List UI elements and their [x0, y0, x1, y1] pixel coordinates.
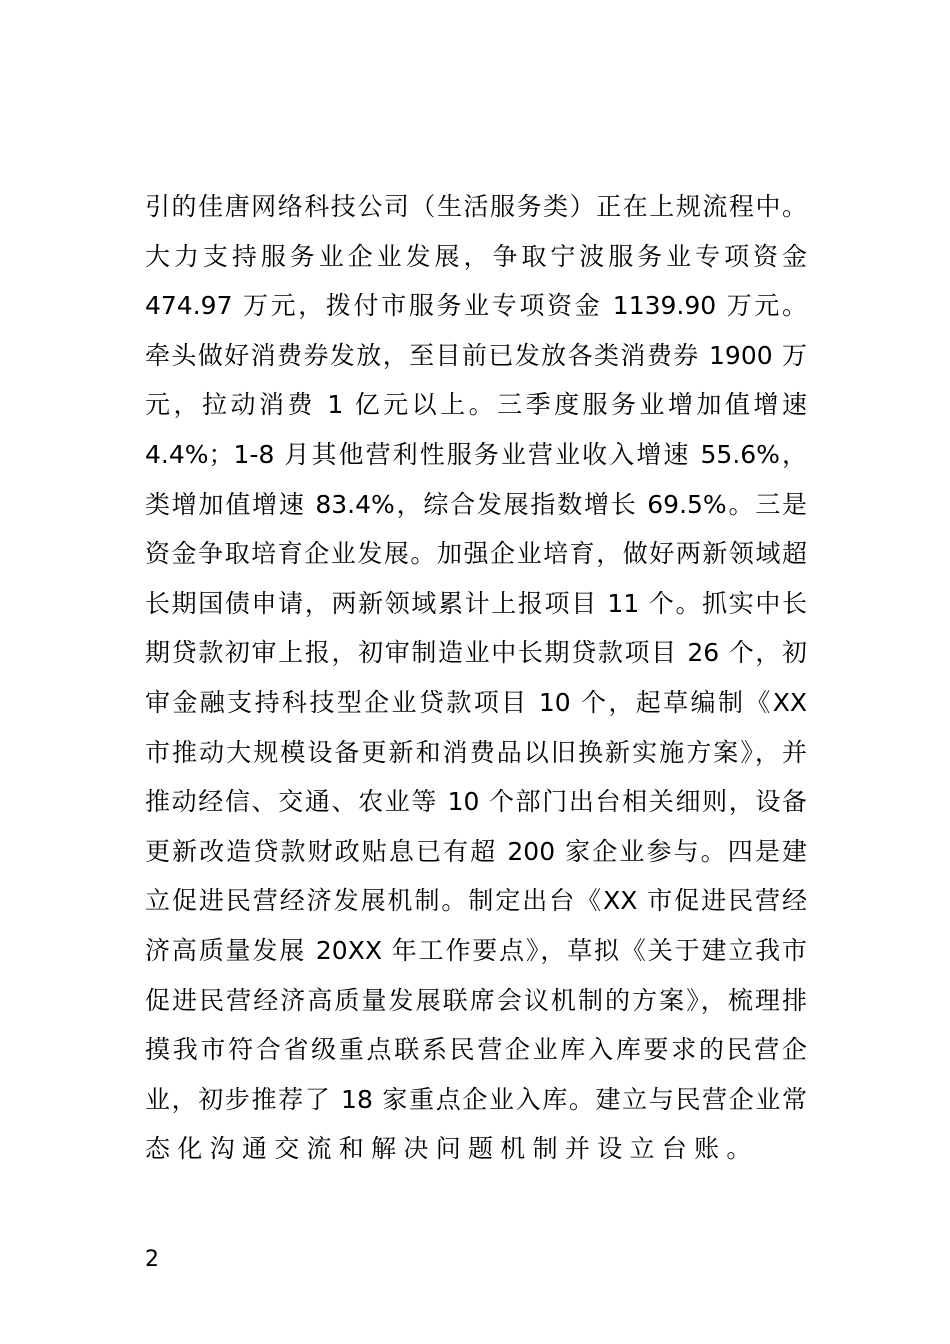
text-line: 期贷款初审上报，初审制造业中长期贷款项目 26 个，初 — [145, 638, 807, 668]
text-line: 长期国债申请，两新领域累计上报项目 11 个。抓实中长 — [145, 588, 807, 618]
text-line-last: 态化沟通交流和解决问题机制并设立台账。 — [145, 1134, 759, 1164]
text-line: 类增加值增速 83.4%，综合发展指数增长 69.5%。三是 — [145, 489, 807, 519]
text-line: 资金争取培育企业发展。加强企业培育，做好两新领域超 — [145, 539, 807, 569]
text-line: 业，初步推荐了 18 家重点企业入库。建立与民营企业常 — [145, 1084, 807, 1114]
text-line: 促进民营经济高质量发展联席会议机制的方案》，梳理排 — [145, 985, 807, 1015]
text-line: 济高质量发展 20XX 年工作要点》，草拟《关于建立我市 — [145, 935, 807, 965]
body-paragraph — [145, 182, 807, 1174]
text-line: 市推动大规模设备更新和消费品以旧换新实施方案》，并 — [145, 737, 807, 767]
text-line: 立促进民营经济发展机制。制定出台《XX 市促进民营经 — [145, 886, 807, 916]
text-line: 审金融支持科技型企业贷款项目 10 个，起草编制《XX — [145, 687, 807, 717]
text-line: 元，拉动消费 1 亿元以上。三季度服务业增加值增速 — [145, 390, 807, 420]
text-line: 引的佳唐网络科技公司（生活服务类）正在上规流程中。 — [145, 192, 807, 221]
text-line: 摸我市符合省级重点联系民营企业库入库要求的民营企 — [145, 1035, 807, 1065]
text-line: 大力支持服务业企业发展，争取宁波服务业专项资金 — [145, 241, 807, 271]
page-number: 2 — [145, 1247, 159, 1272]
text-line: 推动经信、交通、农业等 10 个部门出台相关细则，设备 — [145, 787, 807, 817]
text-line: 474.97 万元，拨付市服务业专项资金 1139.90 万元。 — [145, 291, 807, 321]
text-line: 4.4%；1-8 月其他营利性服务业营业收入增速 55.6%， — [145, 439, 807, 469]
text-line: 更新改造贷款财政贴息已有超 200 家企业参与。四是建 — [145, 836, 807, 866]
text-line: 牵头做好消费券发放，至目前已发放各类消费券 1900 万 — [145, 340, 807, 370]
